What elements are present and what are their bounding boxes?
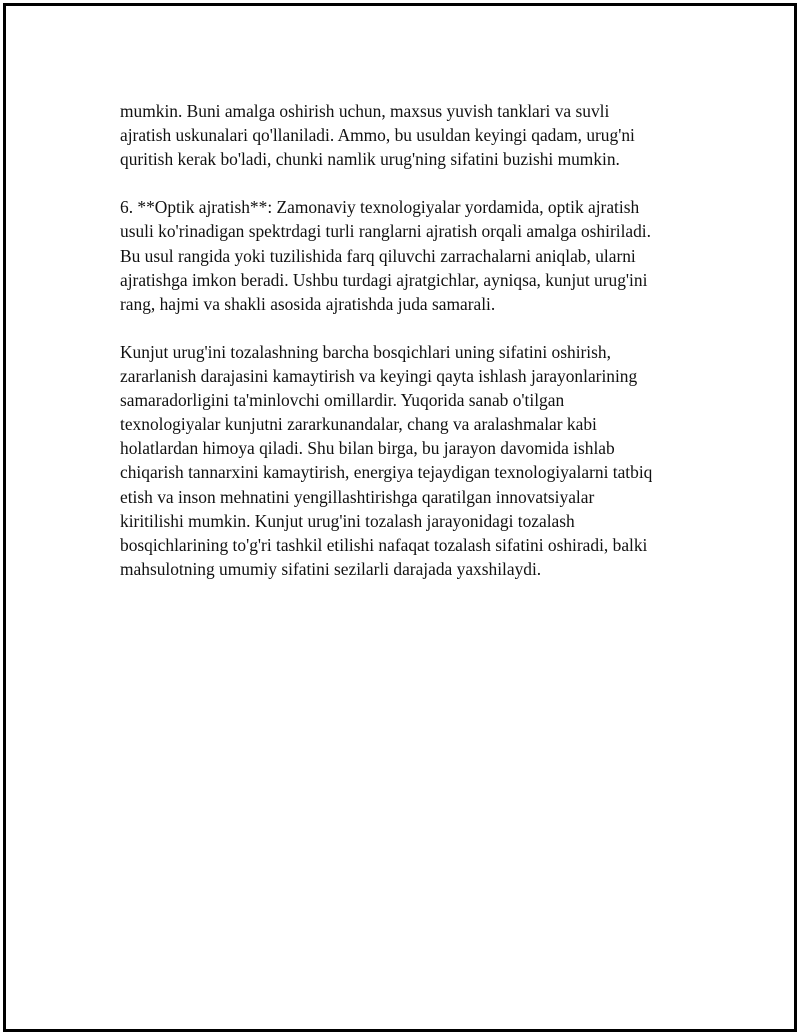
text-line: rang, hajmi va shakli asosida ajratishda juda samarali. bbox=[120, 293, 496, 314]
paragraph-optical-separation bbox=[120, 195, 700, 315]
text-line: ajratishga imkon beradi. Ushbu turdagi ajratgichlar, ayniqsa, kunjut urug'ini bbox=[120, 269, 648, 290]
text-line: usuli ko'rinadigan spektrdagi turli ranglarni ajratish orqali amalga oshiriladi. bbox=[120, 221, 651, 242]
paragraph-conclusion bbox=[120, 340, 700, 581]
text-line: ajratish uskunalari qo'llaniladi. Ammo, bu usuldan keyingi qadam, urug'ni bbox=[120, 125, 635, 146]
text-line: quritish kerak bo'ladi, chunki namlik urug'ning sifatini buzishi mumkin. bbox=[120, 149, 620, 170]
text-line: samaradorligini ta'minlovchi omillardir. Yuqorida sanab o'tilgan bbox=[120, 390, 565, 411]
text-line: Kunjut urug'ini tozalashning barcha bosqichlari uning sifatini oshirish, bbox=[120, 341, 611, 362]
text-line: 6. **Optik ajratish**: Zamonaviy texnologiyalar yordamida, optik ajratish bbox=[120, 197, 640, 218]
text-line: bosqichlarining to'g'ri tashkil etilishi nafaqat tozalash sifatini oshiradi, balki bbox=[120, 534, 648, 555]
text-line: holatlardan himoya qiladi. Shu bilan birga, bu jarayon davomida ishlab bbox=[120, 438, 615, 459]
text-line: Bu usul rangida yoki tuzilishida farq qiluvchi zarrachalarni aniqlab, ularni bbox=[120, 245, 636, 266]
text-line: zararlanish darajasini kamaytirish va keyingi qayta ishlash jarayonlarining bbox=[120, 366, 638, 387]
text-line: mumkin. Buni amalga oshirish uchun, maxsus yuvish tanklari va suvli bbox=[120, 101, 610, 121]
text-line: kiritilishi mumkin. Kunjut urug'ini tozalash jarayonidagi tozalash bbox=[120, 510, 575, 531]
text-line: mahsulotning umumiy sifatini sezilarli darajada yaxshilaydi. bbox=[120, 558, 542, 579]
paragraph-washing-continuation bbox=[120, 99, 700, 171]
document-body bbox=[120, 99, 700, 605]
text-line: chiqarish tannarxini kamaytirish, energiya tejaydigan texnologiyalarni tatbiq bbox=[120, 462, 653, 483]
page-frame bbox=[3, 3, 797, 1032]
text-line: texnologiyalar kunjutni zararkunandalar, chang va aralashmalar kabi bbox=[120, 414, 597, 435]
text-line: etish va inson mehnatini yengillashtirishga qaratilgan innovatsiyalar bbox=[120, 486, 595, 507]
